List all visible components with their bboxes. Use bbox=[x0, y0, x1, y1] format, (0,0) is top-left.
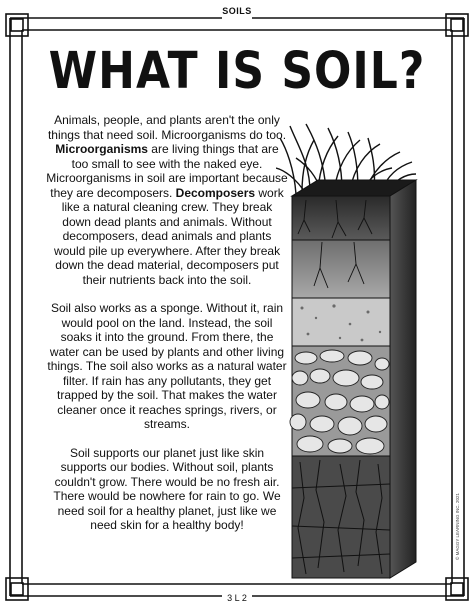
paragraph-skin: Soil supports our planet just like skin supports our bodies. Without soil, plants couldn't grow. There would be no fresh air. There would be nowhere for rain to go. We need soil for a healthy planet, just like we need skin for a healthy body! bbox=[53, 445, 281, 532]
p1-text-2: are living things that are too small to see with the naked eye. Microorganisms in soil are important because they are decomposers. bbox=[46, 142, 288, 200]
soil-side-face bbox=[390, 180, 416, 578]
paragraph-decomposers bbox=[46, 113, 288, 287]
layer-topsoil bbox=[292, 240, 390, 298]
p1-text-3: work like a natural cleaning crew. They break down dead plants and animals. Without decomposers, dead animals and plants would pile up everywhere. After they break down the dead material, decomposers put their nutrients back into the soil. bbox=[53, 185, 284, 287]
term-microorganisms: Microorganisms bbox=[55, 142, 148, 156]
article-body bbox=[46, 113, 288, 547]
term-decomposers: Decomposers bbox=[175, 185, 256, 200]
topic-label: SOILS bbox=[222, 6, 252, 16]
page-title: WHAT IS SOIL? bbox=[48, 42, 426, 101]
layer-subsoil bbox=[292, 298, 390, 346]
soil-profile-illustration bbox=[276, 118, 426, 588]
p1-text-1: Animals, people, and plants aren't the only things that need soil. Microorganisms do too. bbox=[47, 113, 287, 142]
layer-organic bbox=[292, 196, 390, 240]
page-number: 3 L 2 bbox=[227, 593, 247, 603]
paragraph-sponge: Soil also works as a sponge. Without it, rain would pool on the land. Instead, the soil soaks it into the ground. From there, the water can be used by plants and other living things. The soil also works as a natural water filter. If rain has any pollutants, they get trapped by the soil. That makes the water cleaner once it reaches springs, rivers, or streams. bbox=[47, 301, 287, 431]
copyright-notice: © MAGGY LEARNING INC. 2021 bbox=[455, 492, 460, 560]
